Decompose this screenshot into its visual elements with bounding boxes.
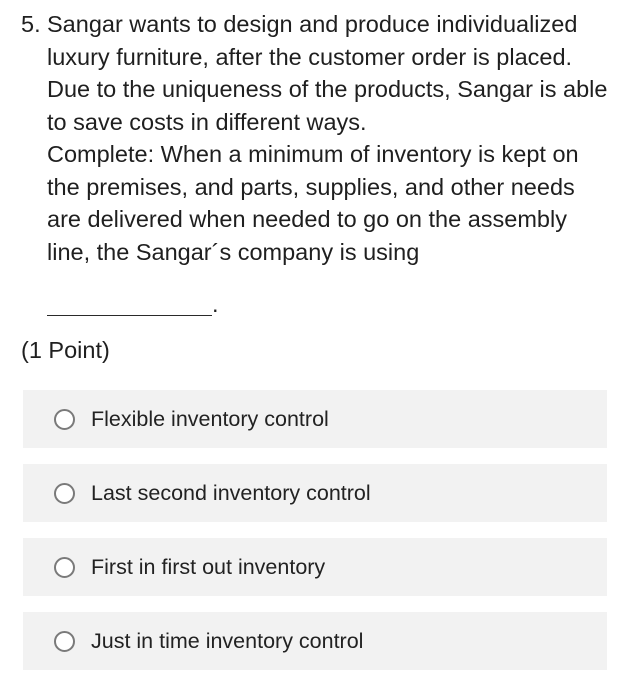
question-block — [21, 8, 611, 316]
option-label: Flexible inventory control — [91, 407, 329, 431]
option-label: First in first out inventory — [91, 555, 326, 579]
question-body — [47, 8, 611, 268]
option-first-in-first-out-inventory[interactable] — [23, 538, 607, 596]
answer-blank-line — [47, 284, 611, 316]
option-just-in-time-inventory-control[interactable] — [23, 612, 607, 670]
question-text: Sangar wants to design and produce individualized luxury furniture, after the customer order is placed. Due to the uniqueness of the products, Sangar is able to save costs in different ways. — [47, 11, 608, 135]
radio-button-icon[interactable] — [54, 557, 75, 578]
answer-blank — [47, 293, 212, 316]
option-last-second-inventory-control[interactable] — [23, 464, 607, 522]
radio-button-icon[interactable] — [54, 409, 75, 430]
option-label: Just in time inventory control — [91, 629, 364, 653]
blank-suffix: . — [212, 291, 219, 317]
question-prompt: Complete: When a minimum of inventory is kept on the premises, and parts, supplies, and other needs are delivered when needed to go on the assembly line, the Sangar´s company is using — [47, 141, 579, 265]
question-number: 5. — [21, 11, 41, 37]
radio-button-icon[interactable] — [54, 631, 75, 652]
points-label: (1 Point) — [21, 337, 110, 363]
option-label: Last second inventory control — [91, 481, 371, 505]
answer-options — [23, 390, 607, 686]
radio-button-icon[interactable] — [54, 483, 75, 504]
option-flexible-inventory-control[interactable] — [23, 390, 607, 448]
